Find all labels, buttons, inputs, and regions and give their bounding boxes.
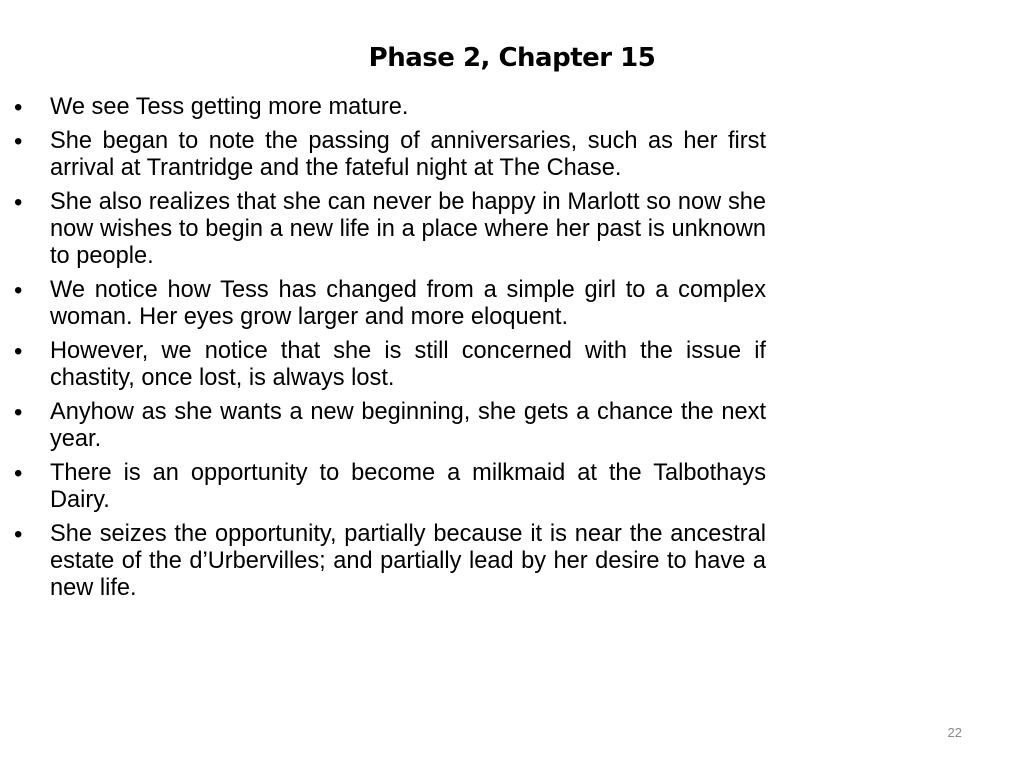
bullet-item	[14, 521, 766, 602]
bullet-item	[14, 189, 766, 270]
bullet-item	[14, 338, 766, 392]
bullet-text: She began to note the passing of anniversaries, such as her first arrival at Trantridge and the fateful night at The Chase.	[50, 128, 766, 181]
bullet-text: There is an opportunity to become a milkmaid at the Talbothays Dairy.	[50, 460, 766, 513]
bullet-mark: •	[14, 521, 23, 548]
bullet-mark: •	[14, 189, 23, 216]
bullet-mark: •	[14, 338, 23, 365]
bullet-item	[14, 94, 766, 121]
bullet-list	[14, 94, 766, 609]
slide-title: Phase 2, Chapter 15	[368, 43, 656, 73]
bullet-text: She seizes the opportunity, partially because it is near the ancestral estate of the d’Urbervilles; and partially lead by her desire to have a new life.	[50, 521, 766, 601]
bullet-mark: •	[14, 460, 23, 487]
bullet-mark: •	[14, 399, 23, 426]
bullet-item	[14, 460, 766, 514]
bullet-text: We see Tess getting more mature.	[50, 94, 409, 120]
page-number: 22	[947, 725, 962, 740]
bullet-mark: •	[14, 128, 23, 155]
bullet-mark: •	[14, 94, 23, 121]
bullet-text: Anyhow as she wants a new beginning, she gets a chance the next year.	[50, 399, 766, 452]
bullet-text: However, we notice that she is still concerned with the issue if chastity, once lost, is always lost.	[50, 338, 766, 391]
bullet-item	[14, 277, 766, 331]
bullet-item	[14, 128, 766, 182]
bullet-mark: •	[14, 277, 23, 304]
bullet-text: She also realizes that she can never be happy in Marlott so now she now wishes to begin a new life in a place where her past is unknown to people.	[50, 189, 766, 269]
bullet-item	[14, 399, 766, 453]
bullet-text: We notice how Tess has changed from a simple girl to a complex woman. Her eyes grow larger and more eloquent.	[50, 277, 766, 330]
